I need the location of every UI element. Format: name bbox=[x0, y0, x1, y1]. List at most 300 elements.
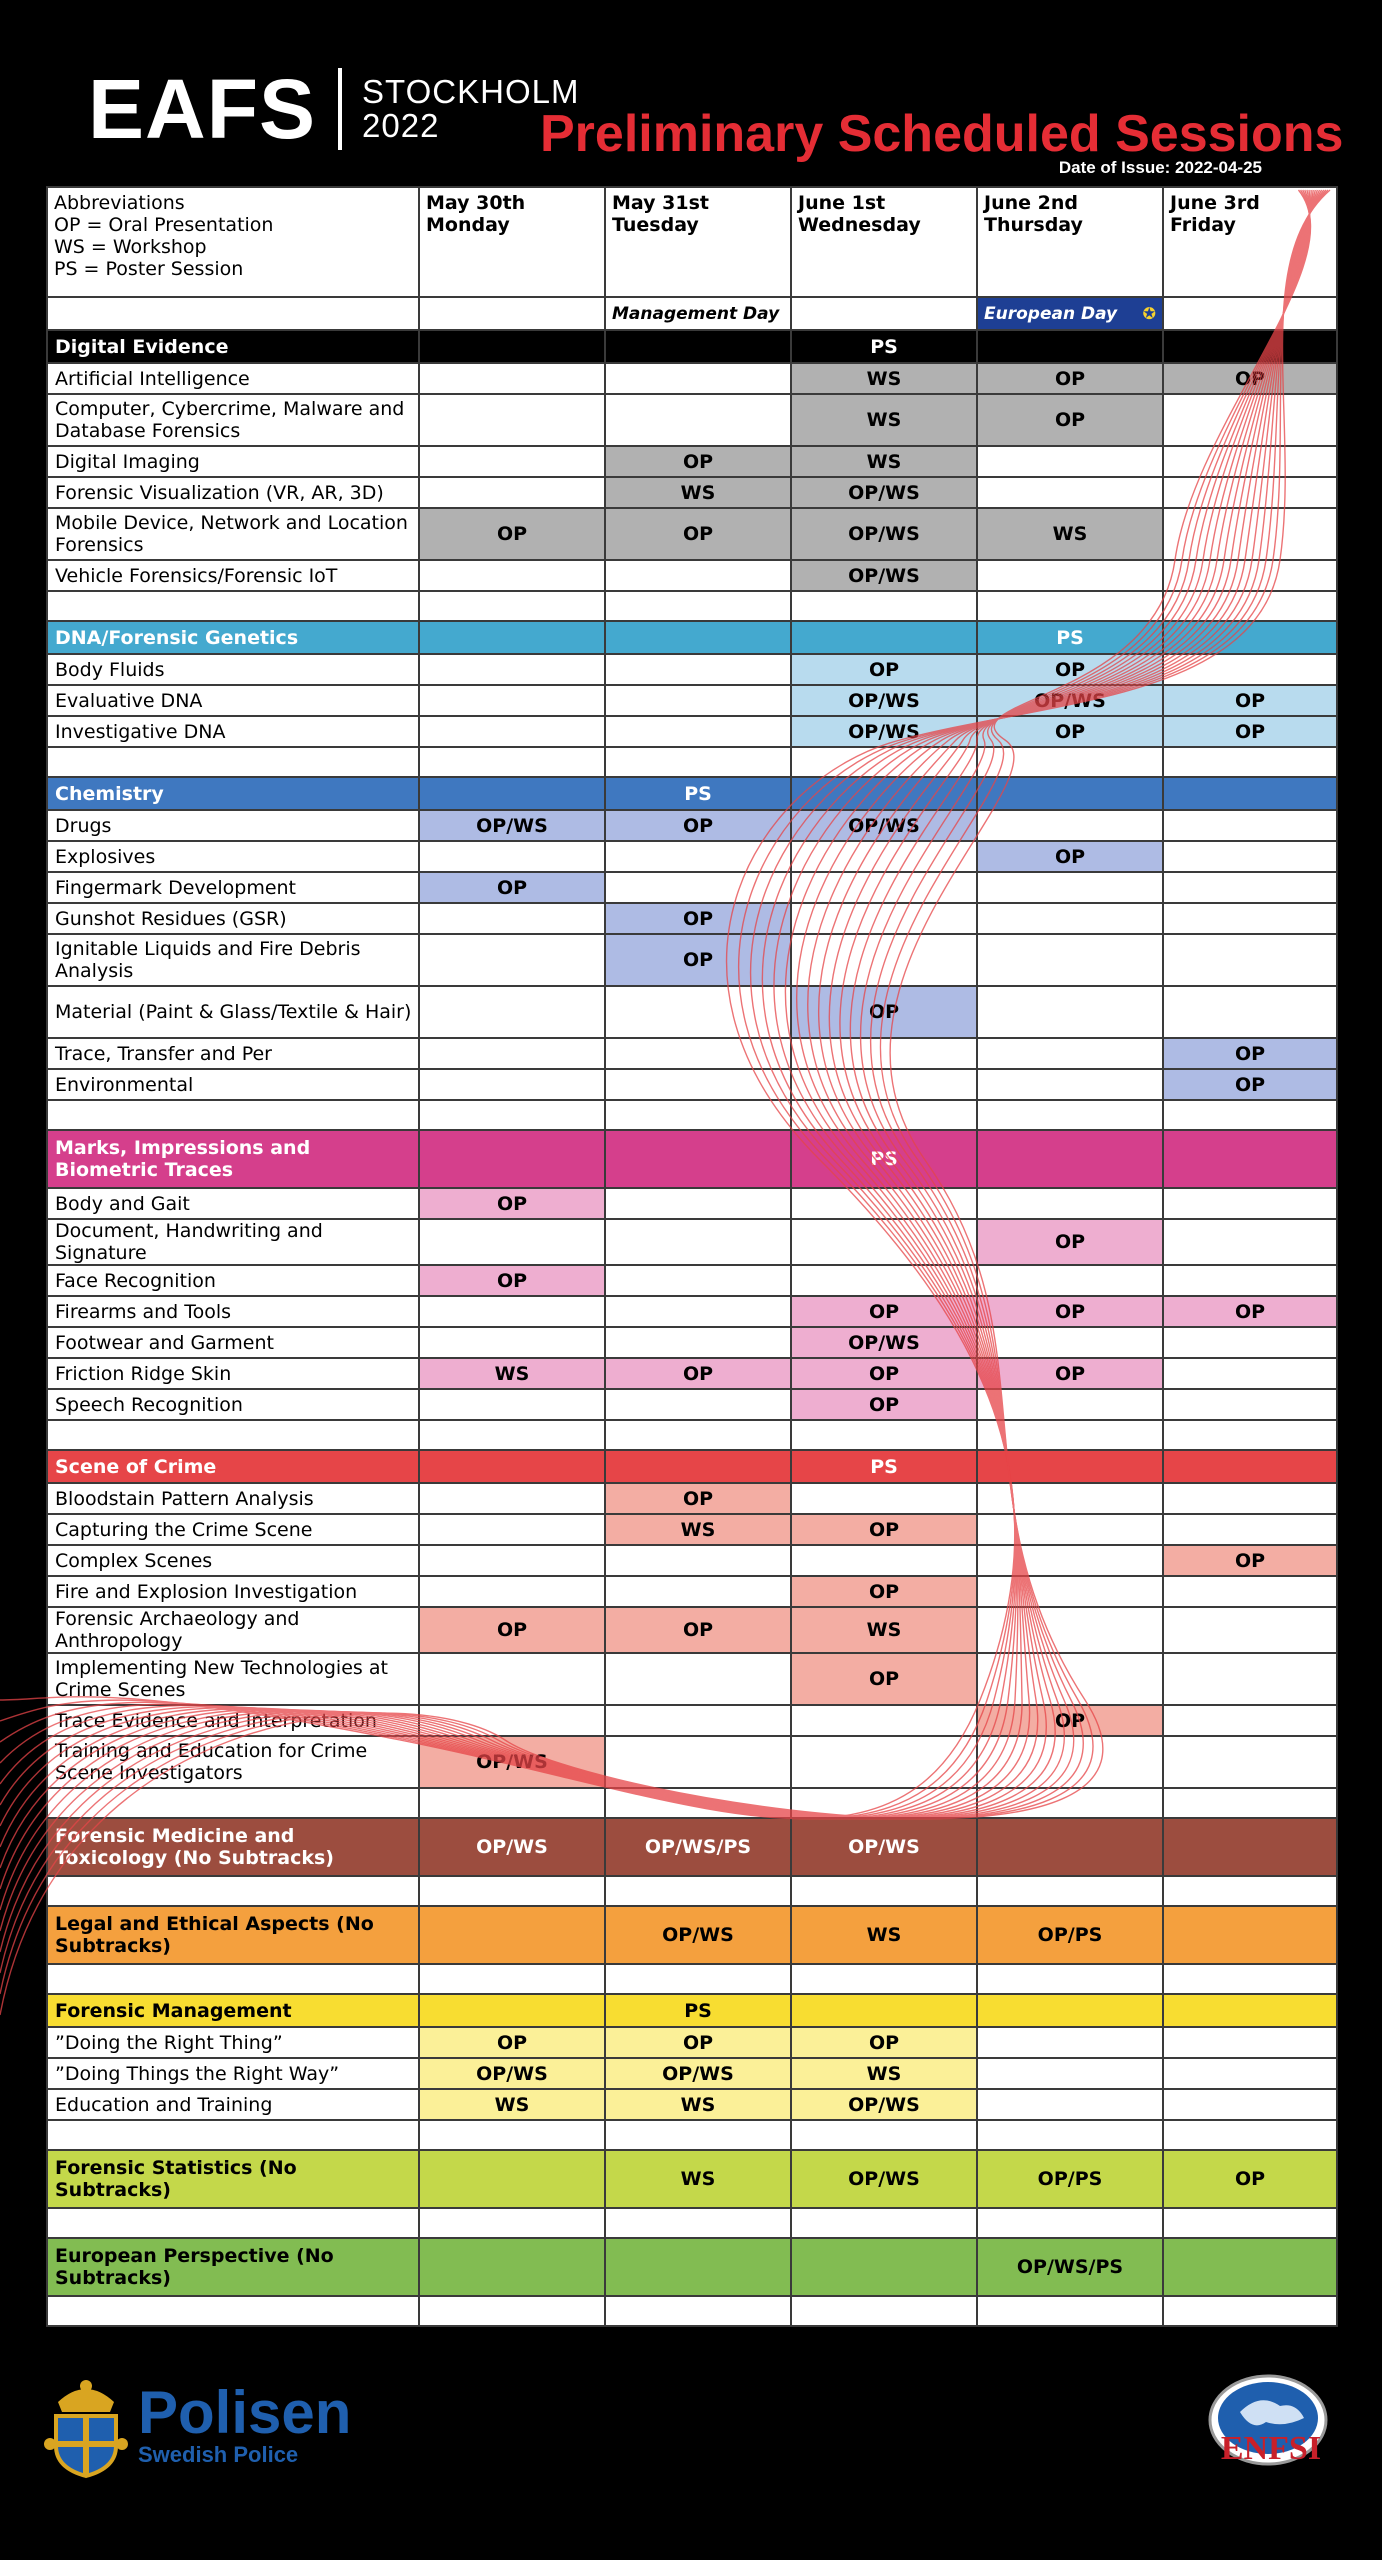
day-date: June 3rd bbox=[1170, 192, 1260, 214]
section-cell-friday bbox=[1163, 777, 1337, 810]
track-row-environmental bbox=[47, 1069, 1337, 1100]
spacer-cell bbox=[419, 2120, 605, 2150]
track-row-trace-evidence-and-interpretation bbox=[47, 1705, 1337, 1736]
enfsi-logo bbox=[1200, 2372, 1334, 2482]
track-label: Forensic Archaeology and Anthropology bbox=[47, 1607, 419, 1653]
section-cell-friday bbox=[1163, 330, 1337, 363]
section-cell-monday bbox=[419, 1130, 605, 1188]
session-cell-friday bbox=[1163, 1327, 1337, 1358]
session-cell-thursday bbox=[977, 1265, 1163, 1296]
session-cell-friday: OP bbox=[1163, 1545, 1337, 1576]
session-cell-friday bbox=[1163, 1514, 1337, 1545]
track-row-doing-the-right-thing bbox=[47, 2027, 1337, 2058]
section-cell-thursday: OP/PS bbox=[977, 2150, 1163, 2208]
session-cell-wednesday bbox=[791, 841, 977, 872]
session-cell-friday bbox=[1163, 2089, 1337, 2120]
section-title: DNA/Forensic Genetics bbox=[47, 621, 419, 654]
day-date: June 2nd bbox=[984, 192, 1078, 214]
section-cell-thursday: OP/WS/PS bbox=[977, 2238, 1163, 2296]
track-label: Material (Paint & Glass/Textile & Hair) bbox=[47, 986, 419, 1038]
spacer-cell bbox=[47, 1788, 419, 1818]
spacer-row bbox=[47, 1788, 1337, 1818]
section-cell-friday bbox=[1163, 1450, 1337, 1483]
track-label: Face Recognition bbox=[47, 1265, 419, 1296]
session-cell-thursday bbox=[977, 2027, 1163, 2058]
spacer-cell bbox=[791, 2296, 977, 2326]
session-cell-tuesday bbox=[605, 560, 791, 591]
track-row-capturing-the-crime-scene bbox=[47, 1514, 1337, 1545]
spacer-cell bbox=[791, 1420, 977, 1450]
section-cell-monday bbox=[419, 2150, 605, 2208]
session-cell-wednesday: WS bbox=[791, 446, 977, 477]
session-cell-wednesday: WS bbox=[791, 363, 977, 394]
track-row-ignitable-liquids-and-fire-debris-analysis bbox=[47, 934, 1337, 986]
section-cell-wednesday: OP/WS bbox=[791, 2150, 977, 2208]
section-cell-wednesday: WS bbox=[791, 1906, 977, 1964]
session-cell-friday bbox=[1163, 1653, 1337, 1705]
spacer-cell bbox=[1163, 1876, 1337, 1906]
track-row-footwear-and-garment bbox=[47, 1327, 1337, 1358]
spacer-cell bbox=[977, 2208, 1163, 2238]
session-cell-thursday bbox=[977, 872, 1163, 903]
track-label: Document, Handwriting and Signature bbox=[47, 1219, 419, 1265]
police-crest-icon bbox=[44, 2372, 128, 2480]
session-cell-friday bbox=[1163, 1358, 1337, 1389]
session-cell-monday: WS bbox=[419, 2089, 605, 2120]
track-row-evaluative-dna bbox=[47, 685, 1337, 716]
track-label: Environmental bbox=[47, 1069, 419, 1100]
session-cell-tuesday bbox=[605, 1296, 791, 1327]
track-label: Bloodstain Pattern Analysis bbox=[47, 1483, 419, 1514]
track-label: Digital Imaging bbox=[47, 446, 419, 477]
session-cell-wednesday: WS bbox=[791, 394, 977, 446]
track-row-education-and-training bbox=[47, 2089, 1337, 2120]
track-label: Footwear and Garment bbox=[47, 1327, 419, 1358]
logo-divider bbox=[338, 68, 342, 150]
track-label: Explosives bbox=[47, 841, 419, 872]
section-row-forensic-statistics-no-subtracks bbox=[47, 2150, 1337, 2208]
day-header-thursday bbox=[977, 187, 1163, 297]
session-cell-friday bbox=[1163, 810, 1337, 841]
spacer-cell bbox=[977, 1876, 1163, 1906]
spacer-cell bbox=[47, 1876, 419, 1906]
session-cell-wednesday bbox=[791, 1069, 977, 1100]
section-cell-friday bbox=[1163, 1818, 1337, 1876]
section-cell-tuesday bbox=[605, 2238, 791, 2296]
section-cell-wednesday: OP/WS bbox=[791, 1818, 977, 1876]
spacer-cell bbox=[605, 1876, 791, 1906]
session-cell-thursday bbox=[977, 1514, 1163, 1545]
spacer-cell bbox=[605, 2120, 791, 2150]
session-cell-friday bbox=[1163, 446, 1337, 477]
session-cell-monday bbox=[419, 1296, 605, 1327]
session-cell-wednesday bbox=[791, 934, 977, 986]
section-title: Forensic Management bbox=[47, 1994, 419, 2027]
eafs-brand: EAFS bbox=[88, 62, 317, 156]
track-label: Friction Ridge Skin bbox=[47, 1358, 419, 1389]
session-cell-friday bbox=[1163, 1736, 1337, 1788]
session-cell-wednesday bbox=[791, 1705, 977, 1736]
session-cell-tuesday: OP bbox=[605, 1358, 791, 1389]
spacer-cell bbox=[977, 591, 1163, 621]
day-header-monday bbox=[419, 187, 605, 297]
track-row-speech-recognition bbox=[47, 1389, 1337, 1420]
track-label: Ignitable Liquids and Fire Debris Analysis bbox=[47, 934, 419, 986]
spacer-cell bbox=[977, 1100, 1163, 1130]
section-cell-monday bbox=[419, 621, 605, 654]
section-title: Forensic Statistics (No Subtracks) bbox=[47, 2150, 419, 2208]
section-cell-wednesday bbox=[791, 777, 977, 810]
spacer-cell bbox=[419, 1788, 605, 1818]
section-cell-monday bbox=[419, 1994, 605, 2027]
section-cell-tuesday: WS bbox=[605, 2150, 791, 2208]
session-cell-friday: OP bbox=[1163, 1296, 1337, 1327]
session-cell-tuesday: OP bbox=[605, 1607, 791, 1653]
track-label: Implementing New Technologies at Crime Scenes bbox=[47, 1653, 419, 1705]
session-cell-tuesday bbox=[605, 1736, 791, 1788]
session-cell-monday bbox=[419, 1545, 605, 1576]
section-cell-tuesday bbox=[605, 330, 791, 363]
session-cell-thursday: OP bbox=[977, 1358, 1163, 1389]
track-row-document-handwriting-and-signature bbox=[47, 1219, 1337, 1265]
track-label: Mobile Device, Network and Location Forensics bbox=[47, 508, 419, 560]
header-row bbox=[47, 187, 1337, 297]
session-cell-monday bbox=[419, 446, 605, 477]
section-row-european-perspective-no-subtracks bbox=[47, 2238, 1337, 2296]
track-row-digital-imaging bbox=[47, 446, 1337, 477]
abbreviations-cell bbox=[47, 187, 419, 297]
spacer-cell bbox=[1163, 747, 1337, 777]
day-weekday: Wednesday bbox=[798, 214, 921, 236]
section-row-legal-and-ethical-aspects-no-subtracks bbox=[47, 1906, 1337, 1964]
session-cell-thursday bbox=[977, 1327, 1163, 1358]
day-note-empty bbox=[47, 297, 419, 330]
session-cell-friday bbox=[1163, 560, 1337, 591]
session-cell-monday bbox=[419, 477, 605, 508]
session-cell-thursday bbox=[977, 1653, 1163, 1705]
session-cell-monday bbox=[419, 1653, 605, 1705]
spacer-cell bbox=[47, 2296, 419, 2326]
track-label: Computer, Cybercrime, Malware and Database Forensics bbox=[47, 394, 419, 446]
session-cell-wednesday: OP bbox=[791, 1358, 977, 1389]
day-note-wednesday bbox=[791, 297, 977, 330]
session-cell-thursday bbox=[977, 1069, 1163, 1100]
abbreviation-ps: PS = Poster Session bbox=[54, 258, 244, 280]
section-cell-friday bbox=[1163, 1130, 1337, 1188]
session-cell-tuesday bbox=[605, 1705, 791, 1736]
track-row-doing-things-the-right-way bbox=[47, 2058, 1337, 2089]
session-cell-friday bbox=[1163, 1607, 1337, 1653]
session-cell-wednesday: OP/WS bbox=[791, 716, 977, 747]
session-cell-monday: OP bbox=[419, 1607, 605, 1653]
session-cell-thursday bbox=[977, 477, 1163, 508]
spacer-cell bbox=[1163, 1100, 1337, 1130]
session-cell-monday bbox=[419, 1576, 605, 1607]
session-cell-tuesday: OP bbox=[605, 934, 791, 986]
track-label: Education and Training bbox=[47, 2089, 419, 2120]
session-cell-tuesday: OP bbox=[605, 903, 791, 934]
spacer-cell bbox=[1163, 2120, 1337, 2150]
spacer-row bbox=[47, 2208, 1337, 2238]
session-cell-monday: WS bbox=[419, 1358, 605, 1389]
session-cell-friday bbox=[1163, 986, 1337, 1038]
session-cell-thursday bbox=[977, 1545, 1163, 1576]
polisen-wordmark: Polisen bbox=[138, 2379, 352, 2446]
session-cell-wednesday: WS bbox=[791, 1607, 977, 1653]
session-cell-thursday bbox=[977, 934, 1163, 986]
track-row-computer-cybercrime-malware-and-database-forensics bbox=[47, 394, 1337, 446]
session-cell-tuesday bbox=[605, 1576, 791, 1607]
track-label: Capturing the Crime Scene bbox=[47, 1514, 419, 1545]
session-cell-thursday: OP bbox=[977, 394, 1163, 446]
issue-date: Date of Issue: 2022-04-25 bbox=[1058, 158, 1262, 177]
session-cell-wednesday: OP/WS bbox=[791, 1327, 977, 1358]
spacer-cell bbox=[791, 747, 977, 777]
logo-year: 2022 bbox=[362, 107, 440, 144]
section-cell-tuesday bbox=[605, 1130, 791, 1188]
spacer-row bbox=[47, 1100, 1337, 1130]
session-cell-thursday: WS bbox=[977, 508, 1163, 560]
session-cell-tuesday: WS bbox=[605, 2089, 791, 2120]
session-cell-tuesday: OP bbox=[605, 446, 791, 477]
section-cell-tuesday: OP/WS/PS bbox=[605, 1818, 791, 1876]
track-row-drugs bbox=[47, 810, 1337, 841]
session-cell-tuesday bbox=[605, 1219, 791, 1265]
session-cell-monday: OP bbox=[419, 872, 605, 903]
spacer-cell bbox=[419, 747, 605, 777]
section-cell-monday bbox=[419, 1450, 605, 1483]
section-cell-thursday bbox=[977, 1818, 1163, 1876]
section-row-forensic-management bbox=[47, 1994, 1337, 2027]
track-row-firearms-and-tools bbox=[47, 1296, 1337, 1327]
session-cell-wednesday: OP/WS bbox=[791, 2089, 977, 2120]
abbreviations-title: Abbreviations bbox=[54, 192, 185, 214]
section-row-chemistry bbox=[47, 777, 1337, 810]
spacer-row bbox=[47, 747, 1337, 777]
spacer-cell bbox=[47, 1964, 419, 1994]
section-cell-monday bbox=[419, 330, 605, 363]
spacer-cell bbox=[977, 2296, 1163, 2326]
session-cell-wednesday bbox=[791, 1188, 977, 1219]
session-cell-monday bbox=[419, 363, 605, 394]
day-date: June 1st bbox=[798, 192, 886, 214]
session-cell-wednesday: OP/WS bbox=[791, 508, 977, 560]
session-cell-friday bbox=[1163, 2027, 1337, 2058]
track-label: Gunshot Residues (GSR) bbox=[47, 903, 419, 934]
session-cell-wednesday bbox=[791, 1545, 977, 1576]
spacer-cell bbox=[791, 1876, 977, 1906]
spacer-cell bbox=[977, 1964, 1163, 1994]
session-cell-thursday bbox=[977, 810, 1163, 841]
session-cell-tuesday bbox=[605, 986, 791, 1038]
session-cell-monday bbox=[419, 1705, 605, 1736]
spacer-cell bbox=[419, 1100, 605, 1130]
section-cell-wednesday: PS bbox=[791, 1130, 977, 1188]
session-cell-thursday bbox=[977, 2089, 1163, 2120]
track-label: Fingermark Development bbox=[47, 872, 419, 903]
session-cell-wednesday: OP bbox=[791, 986, 977, 1038]
session-cell-monday bbox=[419, 1389, 605, 1420]
session-cell-friday bbox=[1163, 477, 1337, 508]
session-cell-thursday bbox=[977, 1389, 1163, 1420]
session-cell-friday bbox=[1163, 1576, 1337, 1607]
session-cell-tuesday bbox=[605, 716, 791, 747]
section-cell-wednesday bbox=[791, 621, 977, 654]
spacer-cell bbox=[419, 1876, 605, 1906]
eafs-logo bbox=[88, 64, 579, 154]
session-cell-friday bbox=[1163, 872, 1337, 903]
session-cell-tuesday: OP bbox=[605, 810, 791, 841]
section-title: European Perspective (No Subtracks) bbox=[47, 2238, 419, 2296]
section-cell-monday bbox=[419, 2238, 605, 2296]
session-cell-thursday: OP bbox=[977, 716, 1163, 747]
session-cell-wednesday bbox=[791, 1265, 977, 1296]
section-row-dna-forensic-genetics bbox=[47, 621, 1337, 654]
track-row-fire-and-explosion-investigation bbox=[47, 1576, 1337, 1607]
session-cell-tuesday bbox=[605, 1188, 791, 1219]
track-label: Firearms and Tools bbox=[47, 1296, 419, 1327]
day-weekday: Monday bbox=[426, 214, 510, 236]
session-cell-friday bbox=[1163, 934, 1337, 986]
section-cell-friday bbox=[1163, 1906, 1337, 1964]
session-cell-wednesday bbox=[791, 872, 977, 903]
session-cell-wednesday: WS bbox=[791, 2058, 977, 2089]
session-cell-thursday bbox=[977, 2058, 1163, 2089]
spacer-cell bbox=[791, 2208, 977, 2238]
session-cell-monday bbox=[419, 716, 605, 747]
session-cell-thursday bbox=[977, 1483, 1163, 1514]
session-cell-monday bbox=[419, 934, 605, 986]
spacer-row bbox=[47, 591, 1337, 621]
session-cell-wednesday bbox=[791, 1483, 977, 1514]
section-cell-wednesday: PS bbox=[791, 330, 977, 363]
spacer-cell bbox=[1163, 2208, 1337, 2238]
day-header-tuesday bbox=[605, 187, 791, 297]
track-label: Speech Recognition bbox=[47, 1389, 419, 1420]
section-row-scene-of-crime bbox=[47, 1450, 1337, 1483]
section-cell-monday bbox=[419, 777, 605, 810]
schedule-table bbox=[46, 186, 1338, 2327]
session-cell-monday bbox=[419, 841, 605, 872]
session-cell-friday: OP bbox=[1163, 1069, 1337, 1100]
session-cell-wednesday bbox=[791, 903, 977, 934]
day-note-monday bbox=[419, 297, 605, 330]
session-cell-friday bbox=[1163, 1483, 1337, 1514]
session-cell-friday bbox=[1163, 1188, 1337, 1219]
session-cell-wednesday: OP bbox=[791, 654, 977, 685]
page-title: Preliminary Scheduled Sessions bbox=[540, 105, 1344, 163]
session-cell-thursday: OP/WS bbox=[977, 685, 1163, 716]
track-row-gunshot-residues-gsr bbox=[47, 903, 1337, 934]
spacer-row bbox=[47, 1964, 1337, 1994]
spacer-cell bbox=[791, 1100, 977, 1130]
track-row-explosives bbox=[47, 841, 1337, 872]
section-cell-monday bbox=[419, 1906, 605, 1964]
track-label: Trace, Transfer and Per bbox=[47, 1038, 419, 1069]
session-cell-wednesday: OP bbox=[791, 1653, 977, 1705]
session-cell-friday bbox=[1163, 1265, 1337, 1296]
track-label: Artificial Intelligence bbox=[47, 363, 419, 394]
session-cell-wednesday: OP bbox=[791, 1296, 977, 1327]
day-note-thursday bbox=[977, 297, 1163, 330]
track-row-training-and-education-for-crime-scene-investigators bbox=[47, 1736, 1337, 1788]
session-cell-thursday: OP bbox=[977, 363, 1163, 394]
session-cell-wednesday: OP bbox=[791, 1514, 977, 1545]
session-cell-friday bbox=[1163, 1705, 1337, 1736]
section-cell-tuesday: PS bbox=[605, 777, 791, 810]
section-cell-friday bbox=[1163, 621, 1337, 654]
track-label: Forensic Visualization (VR, AR, 3D) bbox=[47, 477, 419, 508]
session-cell-thursday bbox=[977, 986, 1163, 1038]
section-title: Scene of Crime bbox=[47, 1450, 419, 1483]
session-cell-monday: OP/WS bbox=[419, 810, 605, 841]
spacer-cell bbox=[977, 1420, 1163, 1450]
spacer-cell bbox=[791, 2120, 977, 2150]
spacer-cell bbox=[47, 1100, 419, 1130]
session-cell-tuesday bbox=[605, 363, 791, 394]
day-note-friday bbox=[1163, 297, 1337, 330]
section-title: Legal and Ethical Aspects (No Subtracks) bbox=[47, 1906, 419, 1964]
section-title: Forensic Medicine and Toxicology (No Subtracks) bbox=[47, 1818, 419, 1876]
session-cell-tuesday bbox=[605, 1038, 791, 1069]
spacer-cell bbox=[605, 1420, 791, 1450]
session-cell-wednesday: OP bbox=[791, 1576, 977, 1607]
spacer-cell bbox=[1163, 1964, 1337, 1994]
day-header-wednesday bbox=[791, 187, 977, 297]
section-cell-thursday bbox=[977, 1994, 1163, 2027]
polisen-logo bbox=[44, 2372, 351, 2480]
session-cell-friday bbox=[1163, 654, 1337, 685]
track-row-trace-transfer-and-per bbox=[47, 1038, 1337, 1069]
track-row-fingermark-development bbox=[47, 872, 1337, 903]
session-cell-tuesday bbox=[605, 872, 791, 903]
track-label: Training and Education for Crime Scene Investigators bbox=[47, 1736, 419, 1788]
session-cell-tuesday bbox=[605, 654, 791, 685]
session-cell-thursday: OP bbox=[977, 841, 1163, 872]
session-cell-wednesday: OP/WS bbox=[791, 560, 977, 591]
session-cell-wednesday: OP bbox=[791, 1389, 977, 1420]
session-cell-monday: OP bbox=[419, 508, 605, 560]
session-cell-friday: OP bbox=[1163, 685, 1337, 716]
spacer-cell bbox=[605, 2208, 791, 2238]
day-weekday: Thursday bbox=[984, 214, 1083, 236]
session-cell-friday bbox=[1163, 841, 1337, 872]
section-cell-thursday bbox=[977, 1450, 1163, 1483]
session-cell-wednesday bbox=[791, 1736, 977, 1788]
track-row-face-recognition bbox=[47, 1265, 1337, 1296]
section-row-forensic-medicine-and-toxicology-no-subtracks bbox=[47, 1818, 1337, 1876]
section-cell-monday: OP/WS bbox=[419, 1818, 605, 1876]
day-weekday: Tuesday bbox=[612, 214, 699, 236]
session-cell-tuesday bbox=[605, 685, 791, 716]
spacer-cell bbox=[1163, 1788, 1337, 1818]
session-cell-monday: OP bbox=[419, 1188, 605, 1219]
section-row-digital-evidence bbox=[47, 330, 1337, 363]
session-cell-wednesday: OP/WS bbox=[791, 685, 977, 716]
abbreviation-ws: WS = Workshop bbox=[54, 236, 207, 258]
section-cell-friday bbox=[1163, 2238, 1337, 2296]
session-cell-thursday bbox=[977, 560, 1163, 591]
session-cell-monday: OP/WS bbox=[419, 1736, 605, 1788]
session-cell-thursday: OP bbox=[977, 654, 1163, 685]
swedish-police-wordmark: Swedish Police bbox=[138, 2442, 299, 2467]
section-cell-tuesday bbox=[605, 1450, 791, 1483]
spacer-cell bbox=[419, 2296, 605, 2326]
session-cell-friday bbox=[1163, 1389, 1337, 1420]
session-cell-friday bbox=[1163, 2058, 1337, 2089]
session-cell-wednesday: OP/WS bbox=[791, 477, 977, 508]
track-row-forensic-visualization-vr-ar-3d bbox=[47, 477, 1337, 508]
